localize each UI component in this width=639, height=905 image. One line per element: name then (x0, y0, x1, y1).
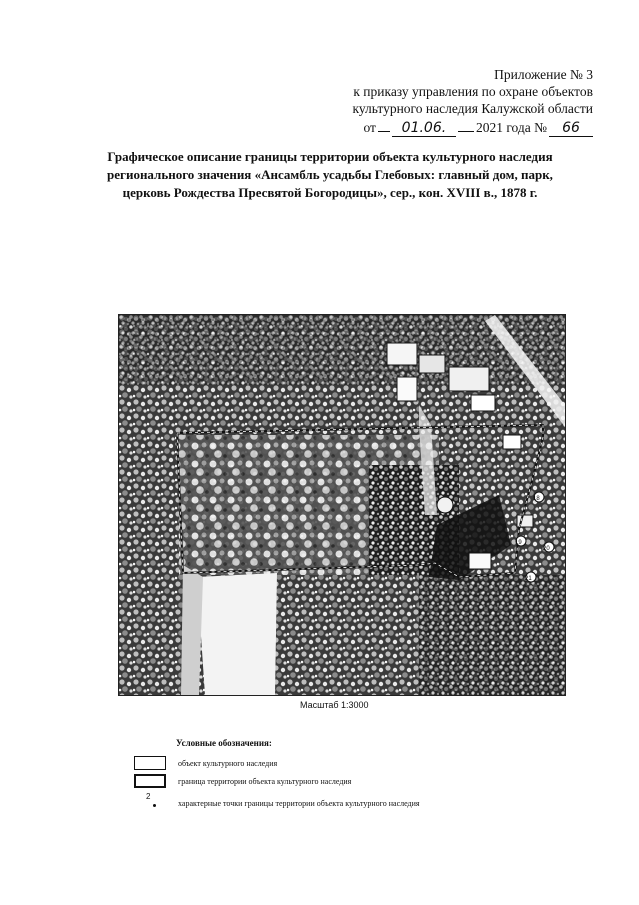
order-year: 2021 года № (475, 120, 547, 135)
thin-rectangle-icon (134, 756, 166, 770)
from-prefix: от (363, 120, 376, 135)
point-label-21: 21 (525, 576, 532, 582)
legend-label-point: характерные точки границы территории объекта культурного наследия (178, 798, 420, 808)
appendix-header (263, 66, 593, 137)
appendix-order-line (263, 117, 593, 137)
legend-item-point (134, 792, 420, 810)
title-line-2: регионального значения «Ансамбль усадьбы Глебовых: главный дом, парк, (107, 167, 553, 182)
appendix-order-ref: к приказу управления по охране объектов (353, 84, 593, 99)
bold-rectangle-icon (134, 774, 166, 788)
map-scale: Масштаб 1:3000 (300, 700, 369, 710)
point-dot-icon (153, 804, 156, 807)
legend-title: Условные обозначения: (176, 738, 272, 748)
legend-label-object: объект культурного наследия (178, 758, 278, 768)
boundary-point-icon (134, 792, 166, 810)
blank-underline (458, 117, 474, 132)
legend-item-object (134, 756, 277, 770)
document-title (50, 148, 610, 202)
title-line-3: церковь Рождества Пресвятой Богородицы», сер., кон. XVIII в., 1878 г. (122, 185, 538, 200)
blank-underline (378, 117, 390, 132)
point-label-18: 18 (533, 496, 540, 502)
point-number: 2 (146, 792, 151, 801)
aerial-map-image (119, 315, 565, 695)
order-date: 01.06. (392, 121, 456, 137)
appendix-authority: культурного наследия Калужской области (352, 101, 593, 116)
point-label-19: 19 (515, 540, 522, 546)
point-label-20: 20 (543, 546, 550, 552)
appendix-number: Приложение № 3 (494, 67, 593, 82)
order-number: 66 (549, 121, 593, 137)
title-line-1: Графическое описание границы территории объекта культурного наследия (107, 149, 553, 164)
legend-label-boundary: граница территории объекта культурного наследия (178, 776, 352, 786)
aerial-map (118, 314, 566, 696)
legend-item-boundary (134, 774, 351, 788)
